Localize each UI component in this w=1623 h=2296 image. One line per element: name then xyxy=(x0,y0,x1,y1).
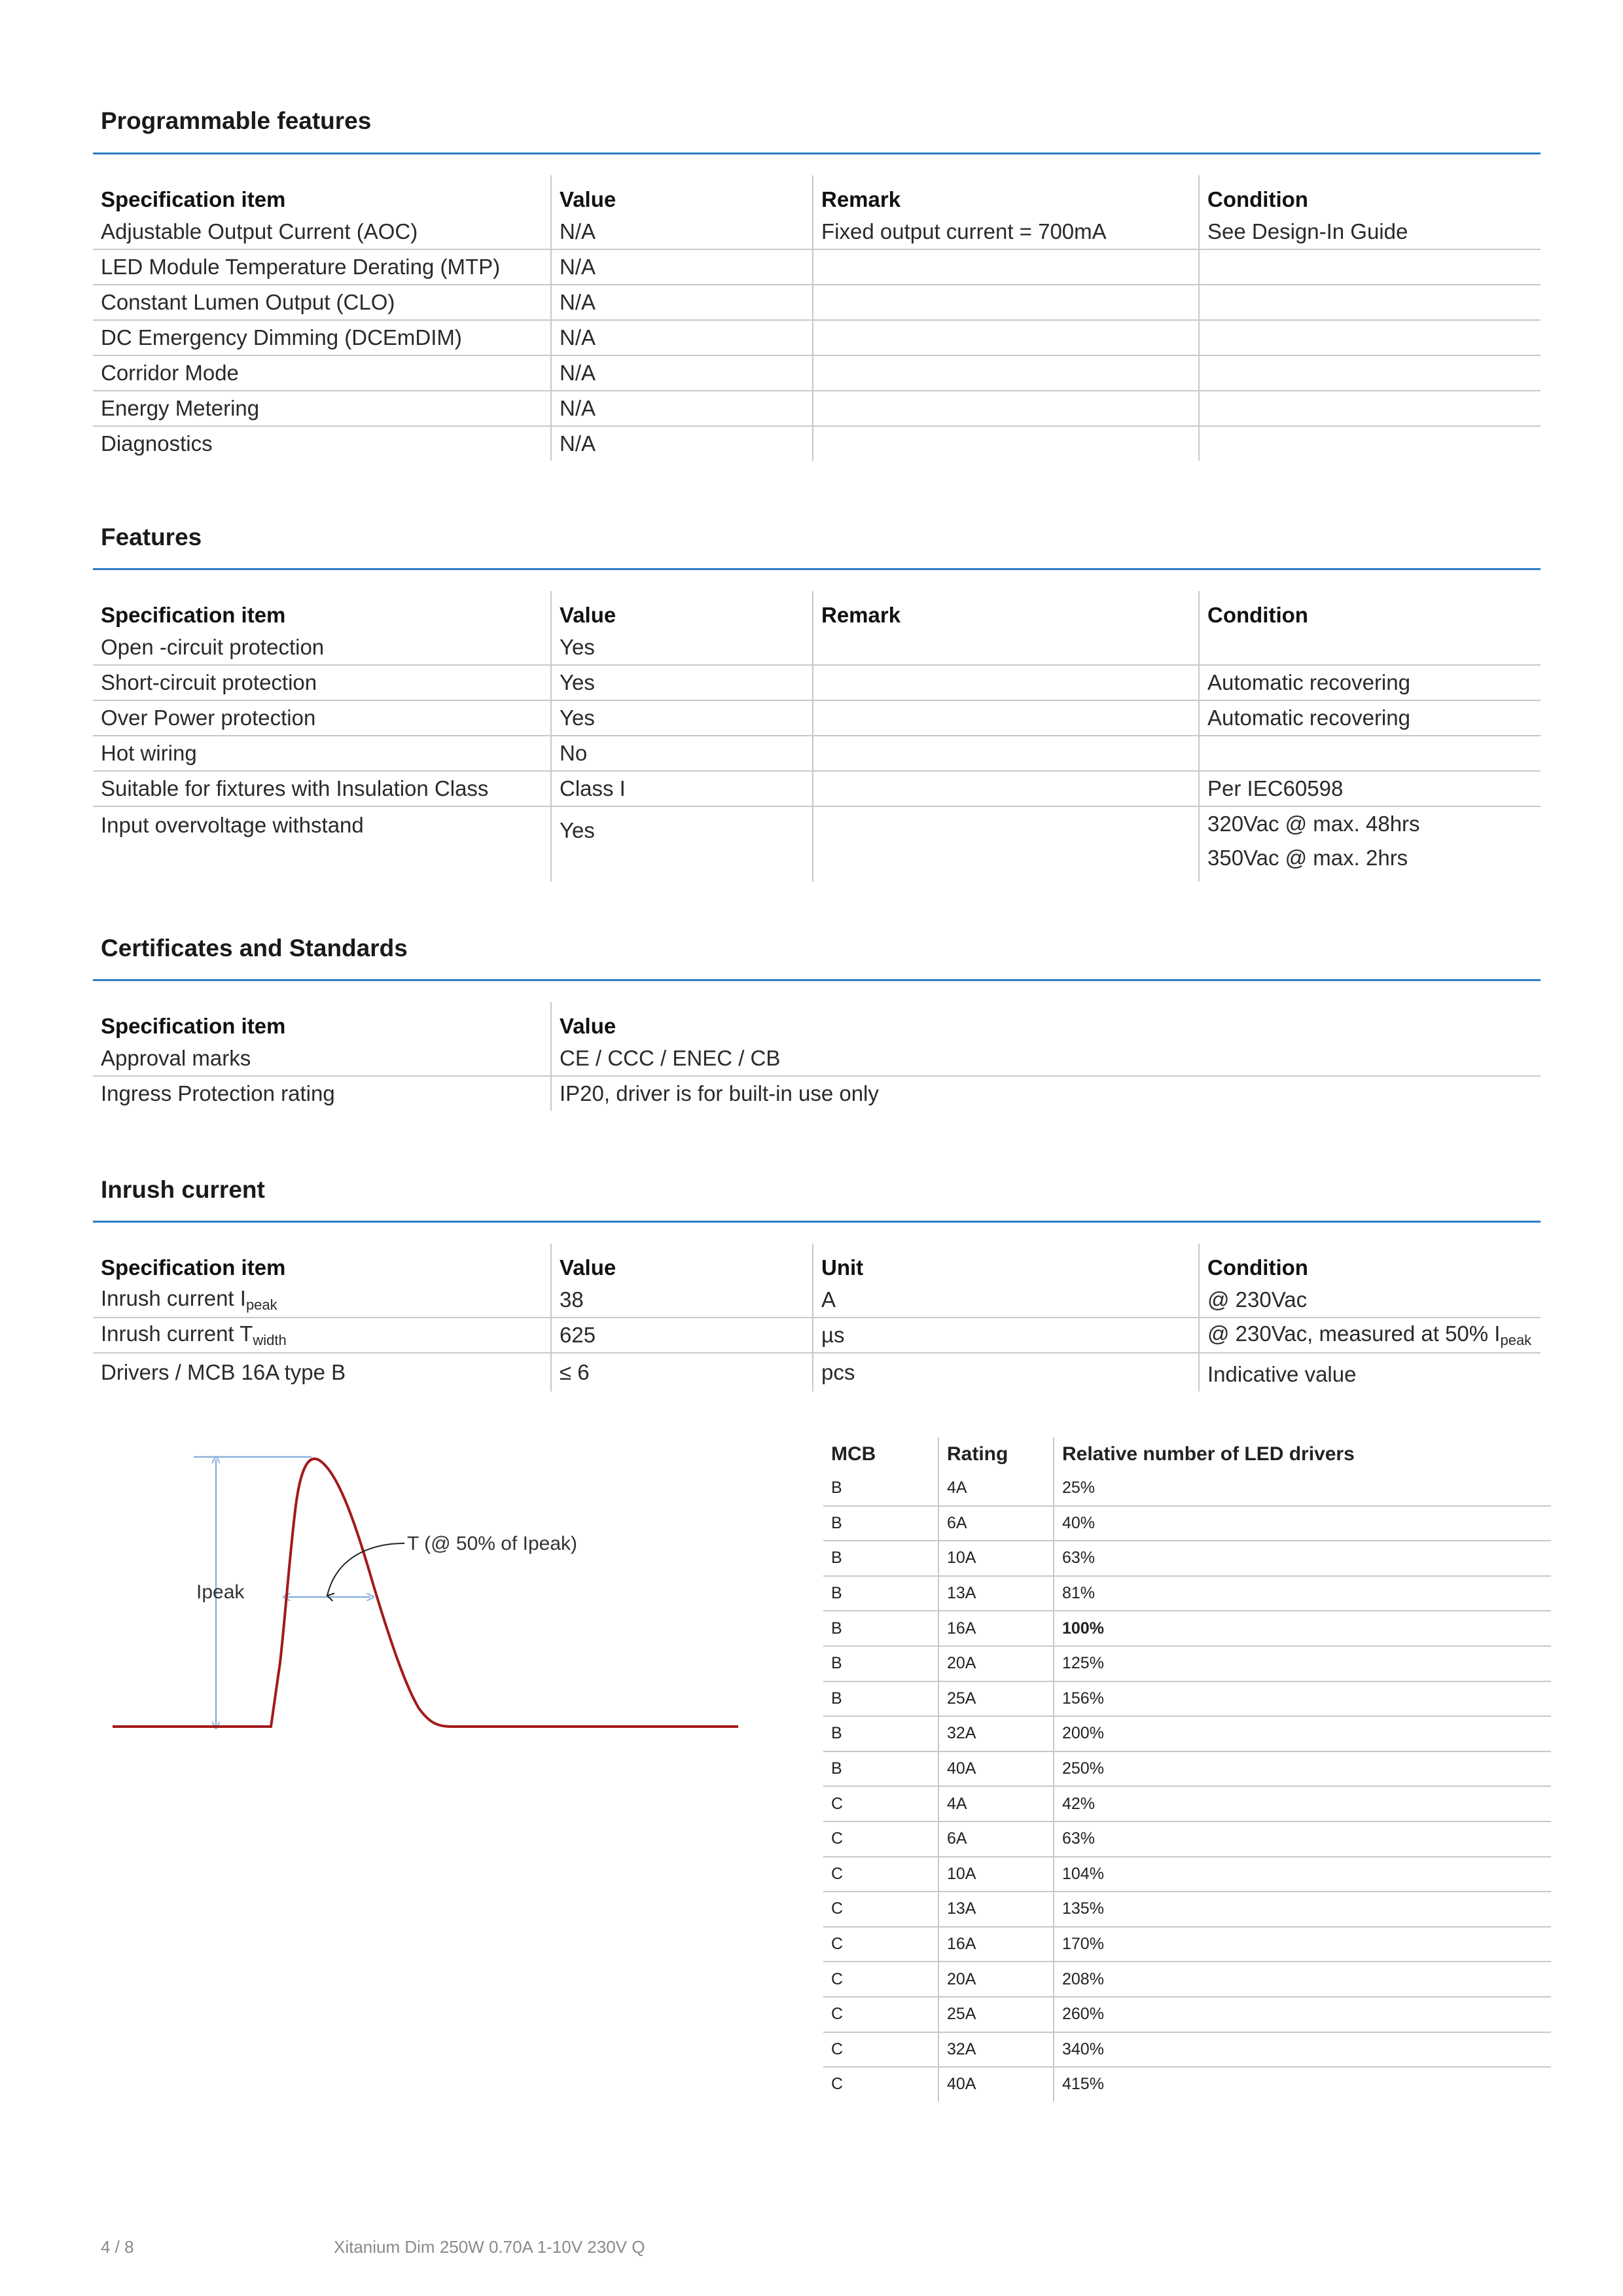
section-rule xyxy=(93,1221,1541,1223)
header-specification-item: Specification item xyxy=(101,603,286,627)
spec-value: Yes xyxy=(551,630,813,665)
relative-number: 340% xyxy=(1054,2032,1551,2068)
table-row xyxy=(93,630,1541,665)
spec-value: N/A xyxy=(551,249,813,285)
header-specification-item: Specification item xyxy=(101,187,286,211)
relative-number: 100% xyxy=(1054,1611,1551,1646)
features-table xyxy=(93,591,1541,882)
mcb-rating: 16A xyxy=(938,1611,1054,1646)
mcb-rating: 4A xyxy=(938,1471,1054,1506)
header-value: Value xyxy=(551,175,813,215)
section-rule xyxy=(93,568,1541,570)
spec-item: Energy Metering xyxy=(101,396,260,420)
relative-number: 156% xyxy=(1054,1681,1551,1717)
section-title-programmable-features: Programmable features xyxy=(101,107,372,134)
table-row xyxy=(823,1646,1551,1681)
mcb-type: C xyxy=(831,2039,844,2058)
spec-value: Class I xyxy=(551,771,813,806)
spec-value: N/A xyxy=(551,426,813,461)
mcb-type: B xyxy=(831,1654,842,1673)
spec-condition xyxy=(1199,320,1541,355)
subscript: width xyxy=(253,1332,287,1348)
spec-condition: Automatic recovering xyxy=(1199,700,1541,736)
spec-value: Yes xyxy=(551,700,813,736)
spec-item: Diagnostics xyxy=(101,431,213,456)
relative-number: 104% xyxy=(1054,1857,1551,1892)
mcb-type: B xyxy=(831,1619,842,1638)
table-row xyxy=(93,700,1541,736)
mcb-rating: 32A xyxy=(938,2032,1054,2068)
table-row xyxy=(823,1681,1551,1717)
spec-value: No xyxy=(551,736,813,771)
mcb-type: C xyxy=(831,1864,844,1883)
mcb-rating: 40A xyxy=(938,2067,1054,2102)
mcb-table xyxy=(823,1437,1551,2102)
relative-number: 208% xyxy=(1054,1962,1551,1997)
mcb-type: B xyxy=(831,1549,842,1568)
spec-unit: A xyxy=(813,1283,1199,1318)
item-text: Inrush current I xyxy=(101,1286,246,1310)
spec-item: Corridor Mode xyxy=(101,361,239,385)
spec-remark xyxy=(813,700,1199,736)
subscript: peak xyxy=(245,1297,277,1313)
mcb-rating: 6A xyxy=(938,1506,1054,1541)
mcb-rating: 20A xyxy=(938,1646,1054,1681)
relative-number: 63% xyxy=(1054,1821,1551,1857)
spec-value: N/A xyxy=(551,285,813,320)
table-row xyxy=(93,426,1541,461)
table-row xyxy=(823,1786,1551,1821)
spec-unit: pcs xyxy=(813,1353,1199,1391)
table-row xyxy=(93,771,1541,806)
spec-remark xyxy=(813,806,1199,882)
spec-condition: @ 230Vac xyxy=(1199,1283,1541,1318)
spec-condition xyxy=(1199,285,1541,320)
mcb-type: C xyxy=(831,1794,844,1813)
spec-remark xyxy=(813,665,1199,700)
mcb-type: C xyxy=(831,1899,844,1918)
table-row xyxy=(823,1962,1551,1997)
spec-item: Suitable for fixtures with Insulation Class xyxy=(101,776,489,800)
mcb-rating: 6A xyxy=(938,1821,1054,1857)
spec-condition xyxy=(1199,426,1541,461)
relative-number: 415% xyxy=(1054,2067,1551,2102)
header-value: Value xyxy=(551,1002,1541,1041)
spec-remark xyxy=(813,355,1199,391)
header-value: Value xyxy=(551,1244,813,1283)
table-row xyxy=(823,1857,1551,1892)
table-row xyxy=(93,806,1541,882)
spec-condition xyxy=(1199,355,1541,391)
spec-remark xyxy=(813,285,1199,320)
header-remark: Remark xyxy=(813,591,1199,630)
mcb-type: C xyxy=(831,1829,844,1848)
mcb-rating: 32A xyxy=(938,1716,1054,1751)
spec-item: DC Emergency Dimming (DCEmDIM) xyxy=(101,325,462,350)
table-row xyxy=(823,1611,1551,1646)
table-row xyxy=(93,1076,1541,1111)
spec-item: Input overvoltage withstand xyxy=(101,813,364,837)
table-row xyxy=(823,1576,1551,1611)
spec-remark xyxy=(813,771,1199,806)
mcb-type: B xyxy=(831,1724,842,1743)
relative-number: 200% xyxy=(1054,1716,1551,1751)
table-row xyxy=(93,320,1541,355)
mcb-type: B xyxy=(831,1759,842,1778)
header-specification-item: Specification item xyxy=(101,1014,286,1038)
spec-remark: Fixed output current = 700mA xyxy=(813,215,1199,249)
header-remark: Remark xyxy=(813,175,1199,215)
mcb-rating: 13A xyxy=(938,1576,1054,1611)
table-row xyxy=(823,1927,1551,1962)
table-row xyxy=(823,1716,1551,1751)
mcb-rating: 10A xyxy=(938,1541,1054,1576)
spec-value: 625 xyxy=(551,1318,813,1353)
mcb-type: C xyxy=(831,1969,844,1988)
relative-number: 42% xyxy=(1054,1786,1551,1821)
inrush-waveform-diagram xyxy=(105,1453,759,1793)
table-row xyxy=(93,355,1541,391)
spec-unit: µs xyxy=(813,1318,1199,1353)
t-label: T (@ 50% of Ipeak) xyxy=(407,1533,578,1554)
relative-number: 260% xyxy=(1054,1997,1551,2032)
product-name: Xitanium Dim 250W 0.70A 1-10V 230V Q xyxy=(334,2237,645,2257)
table-row xyxy=(823,1506,1551,1541)
spec-item: Hot wiring xyxy=(101,741,197,765)
table-row xyxy=(93,665,1541,700)
spec-condition: Per IEC60598 xyxy=(1199,771,1541,806)
table-row xyxy=(93,1353,1541,1391)
spec-value: N/A xyxy=(551,320,813,355)
spec-remark xyxy=(813,249,1199,285)
header-relative-number: Relative number of LED drivers xyxy=(1054,1437,1551,1471)
section-rule xyxy=(93,152,1541,154)
table-row xyxy=(823,2032,1551,2068)
table-row xyxy=(93,215,1541,249)
spec-item: Open -circuit protection xyxy=(101,635,325,659)
spec-condition xyxy=(1199,249,1541,285)
spec-item: Short-circuit protection xyxy=(101,670,317,694)
mcb-type: B xyxy=(831,1584,842,1603)
mcb-rating: 25A xyxy=(938,1997,1054,2032)
header-mcb: MCB xyxy=(831,1443,876,1465)
item-text: Inrush current T xyxy=(101,1321,253,1346)
spec-value: Yes xyxy=(551,665,813,700)
spec-condition xyxy=(1199,736,1541,771)
header-specification-item: Specification item xyxy=(101,1255,286,1280)
spec-value: N/A xyxy=(551,391,813,426)
spec-condition: See Design-In Guide xyxy=(1199,215,1541,249)
spec-item: Approval marks xyxy=(101,1046,251,1070)
ipeak-label: Ipeak xyxy=(196,1581,245,1603)
table-row xyxy=(823,1892,1551,1927)
mcb-type: C xyxy=(831,2075,844,2094)
mcb-type: C xyxy=(831,1935,844,1954)
section-rule xyxy=(93,979,1541,981)
spec-item: Ingress Protection rating xyxy=(101,1081,335,1105)
mcb-rating: 10A xyxy=(938,1857,1054,1892)
header-rating: Rating xyxy=(938,1437,1054,1471)
table-row xyxy=(93,1283,1541,1318)
spec-value: Yes xyxy=(551,806,813,882)
spec-remark xyxy=(813,630,1199,665)
table-row xyxy=(93,736,1541,771)
spec-remark xyxy=(813,320,1199,355)
mcb-type: C xyxy=(831,2005,844,2024)
table-row xyxy=(93,391,1541,426)
t-pointer xyxy=(327,1543,404,1596)
spec-item xyxy=(93,1283,551,1318)
relative-number: 135% xyxy=(1054,1892,1551,1927)
relative-number: 81% xyxy=(1054,1576,1551,1611)
relative-number: 63% xyxy=(1054,1541,1551,1576)
spec-remark xyxy=(813,736,1199,771)
subscript: peak xyxy=(1500,1332,1532,1348)
spec-remark xyxy=(813,391,1199,426)
condition-text: @ 230Vac, measured at 50% I xyxy=(1207,1321,1501,1346)
spec-item: Drivers / MCB 16A type B xyxy=(101,1360,346,1384)
relative-number: 170% xyxy=(1054,1927,1551,1962)
relative-number: 125% xyxy=(1054,1646,1551,1681)
mcb-type: B xyxy=(831,1689,842,1708)
spec-condition: Automatic recovering xyxy=(1199,665,1541,700)
section-title-features: Features xyxy=(101,524,202,550)
spec-item: Constant Lumen Output (CLO) xyxy=(101,290,395,314)
section-title-inrush-current: Inrush current xyxy=(101,1176,265,1203)
spec-item xyxy=(93,1318,551,1353)
table-row xyxy=(823,1821,1551,1857)
mcb-rating: 20A xyxy=(938,1962,1054,1997)
table-row xyxy=(823,2067,1551,2102)
page-number: 4 / 8 xyxy=(101,2237,134,2257)
spec-condition xyxy=(1199,391,1541,426)
spec-item: LED Module Temperature Derating (MTP) xyxy=(101,255,501,279)
header-condition: Condition xyxy=(1199,1244,1541,1283)
spec-condition: Indicative value xyxy=(1199,1353,1541,1391)
certificates-table xyxy=(93,1002,1541,1111)
spec-value: IP20, driver is for built-in use only xyxy=(551,1076,1541,1111)
spec-value: CE / CCC / ENEC / CB xyxy=(551,1041,1541,1076)
mcb-rating: 16A xyxy=(938,1927,1054,1962)
spec-value: N/A xyxy=(551,215,813,249)
table-row xyxy=(93,285,1541,320)
spec-value: N/A xyxy=(551,355,813,391)
table-row xyxy=(93,1041,1541,1076)
table-row xyxy=(823,1751,1551,1787)
spec-item: Adjustable Output Current (AOC) xyxy=(101,219,418,243)
table-row xyxy=(93,1318,1541,1353)
mcb-rating: 40A xyxy=(938,1751,1054,1787)
relative-number: 40% xyxy=(1054,1506,1551,1541)
spec-condition xyxy=(1199,630,1541,665)
mcb-type: B xyxy=(831,1479,842,1498)
mcb-rating: 25A xyxy=(938,1681,1054,1717)
inrush-current-table xyxy=(93,1244,1541,1391)
mcb-rating: 13A xyxy=(938,1892,1054,1927)
header-condition: Condition xyxy=(1199,591,1541,630)
table-row xyxy=(823,1997,1551,2032)
relative-number: 25% xyxy=(1054,1471,1551,1506)
mcb-rating: 4A xyxy=(938,1786,1054,1821)
spec-value: 38 xyxy=(551,1283,813,1318)
table-row xyxy=(823,1541,1551,1576)
spec-condition xyxy=(1199,1318,1541,1353)
header-value: Value xyxy=(551,591,813,630)
condition-line: 350Vac @ max. 2hrs xyxy=(1207,846,1408,870)
programmable-features-table xyxy=(93,175,1541,461)
spec-value: ≤ 6 xyxy=(551,1353,813,1391)
relative-number: 250% xyxy=(1054,1751,1551,1787)
table-row xyxy=(823,1471,1551,1506)
header-unit: Unit xyxy=(813,1244,1199,1283)
table-row xyxy=(93,249,1541,285)
condition-line: 320Vac @ max. 48hrs xyxy=(1207,812,1420,836)
spec-remark xyxy=(813,426,1199,461)
mcb-type: B xyxy=(831,1513,842,1532)
spec-item: Over Power protection xyxy=(101,706,316,730)
section-title-certificates: Certificates and Standards xyxy=(101,935,408,961)
header-condition: Condition xyxy=(1199,175,1541,215)
spec-condition xyxy=(1199,806,1541,882)
